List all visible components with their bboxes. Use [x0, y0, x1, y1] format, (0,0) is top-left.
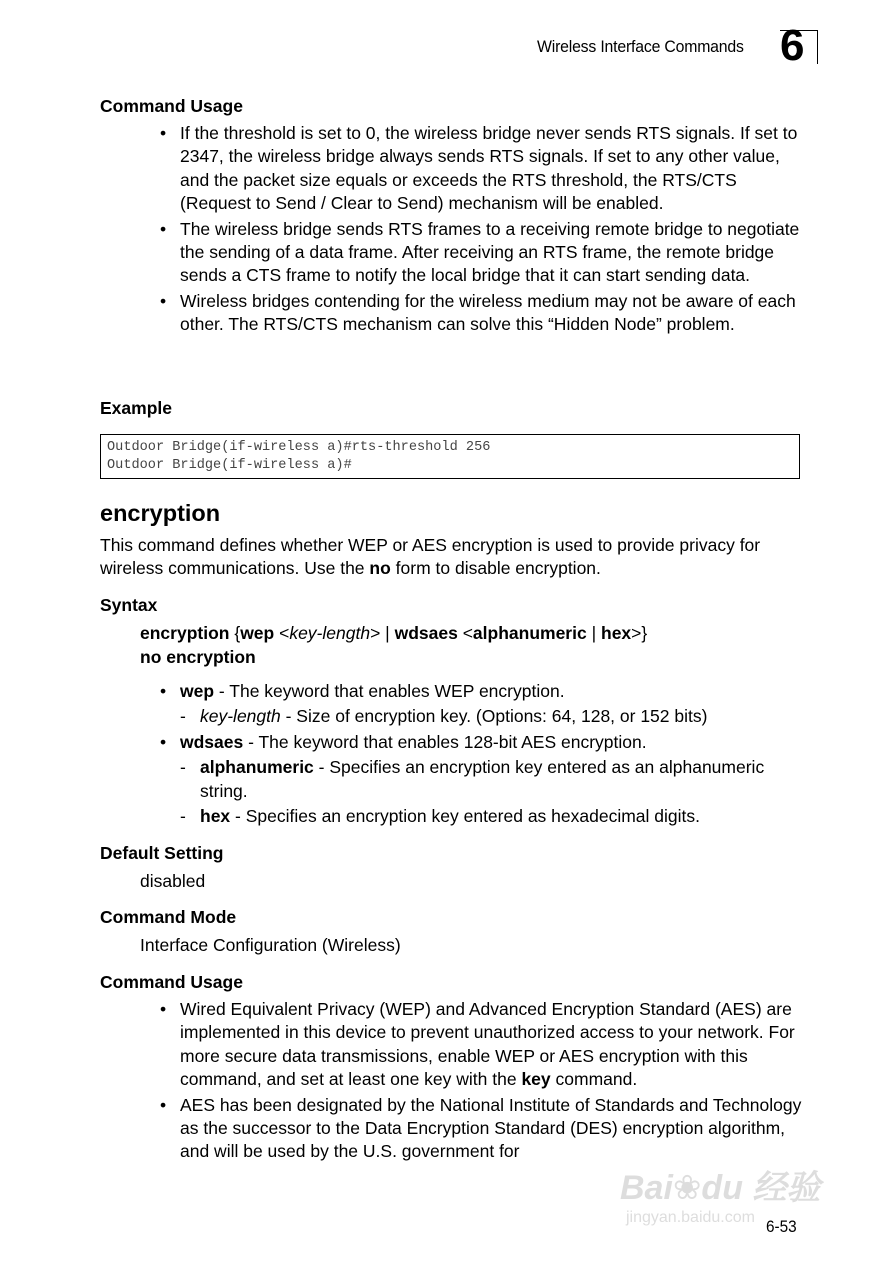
syntax-heading: Syntax — [100, 595, 158, 615]
baidu-watermark: Bai❀du 经验 jingyan.baidu.com — [620, 1169, 821, 1226]
list-item: • wdsaes - The keyword that enables 128-bit AES encryption. — [160, 731, 647, 752]
parameter-list — [160, 680, 805, 828]
list-item: - alphanumeric - Specifies an encryption key entered as an alphanumeric string. — [180, 757, 765, 801]
list-item: - hex - Specifies an encryption key entered as hexadecimal digits. — [180, 806, 700, 827]
command-mode-heading: Command Mode — [100, 907, 237, 927]
command-title: encryption — [100, 500, 221, 526]
list-item: • Wireless bridges contending for the wireless medium may not be aware of each other. The RTS/CTS mechanism can solve this “Hidden Node” problem. — [160, 290, 796, 335]
paw-icon: ❀ — [672, 1169, 702, 1207]
code-example — [100, 434, 800, 479]
command-usage-heading-2: Command Usage — [100, 972, 243, 992]
no-syntax-line: no encryption — [140, 647, 256, 667]
chapter-number: 6 — [780, 21, 805, 70]
default-setting-heading: Default Setting — [100, 843, 224, 863]
example-heading: Example — [100, 398, 172, 418]
command-description: This command defines whether WEP or AES encryption is used to provide privacy for wireless communications. Use the no form to disable encryption. — [100, 535, 761, 579]
code-line: Outdoor Bridge(if-wireless a)#rts-threshold 256 — [107, 440, 491, 455]
command-usage-list — [160, 122, 805, 337]
command-mode-value: Interface Configuration (Wireless) — [140, 935, 401, 955]
default-setting-value: disabled — [140, 871, 206, 891]
page-number: 6-53 — [766, 1218, 797, 1236]
code-line: Outdoor Bridge(if-wireless a)# — [107, 457, 352, 473]
syntax-line: encryption {wep <key-length> | wdsaes <alphanumeric | hex>} — [140, 623, 648, 643]
list-item: • Wired Equivalent Privacy (WEP) and Advanced Encryption Standard (AES) are implemented in this device to prevent unauthorized access to your network. For more secure data transmissions, enable WEP or AES encryption with this command, and set at least one key with the key command. — [160, 999, 795, 1090]
command-usage-list-2 — [160, 998, 805, 1164]
list-item: • AES has been designated by the National Institute of Standards and Technology as the successor to the Data Encryption Standard (DES) encryption algorithm, and will be used by the U.S. government for — [160, 1094, 802, 1162]
command-usage-heading: Command Usage — [100, 96, 243, 116]
list-item: • If the threshold is set to 0, the wireless bridge never sends RTS signals. If set to 2347, the wireless bridge always sends RTS signals. If set to any other value, and the packet size equals or exceeds the RTS threshold, the RTS/CTS (Request to Send / Clear to Send) mechanism will be enabled. — [160, 123, 798, 214]
list-item: • wep - The keyword that enables WEP encryption. — [160, 681, 565, 701]
running-header: Wireless Interface Commands — [537, 37, 744, 56]
list-item: • The wireless bridge sends RTS frames to a receiving remote bridge to negotiate the sending of a data frame. After receiving an RTS frame, the remote bridge sends a CTS frame to notify the local bridge that it can start sending data. — [160, 218, 800, 286]
list-item: - key-length - Size of encryption key. (Options: 64, 128, or 152 bits) — [180, 706, 708, 727]
